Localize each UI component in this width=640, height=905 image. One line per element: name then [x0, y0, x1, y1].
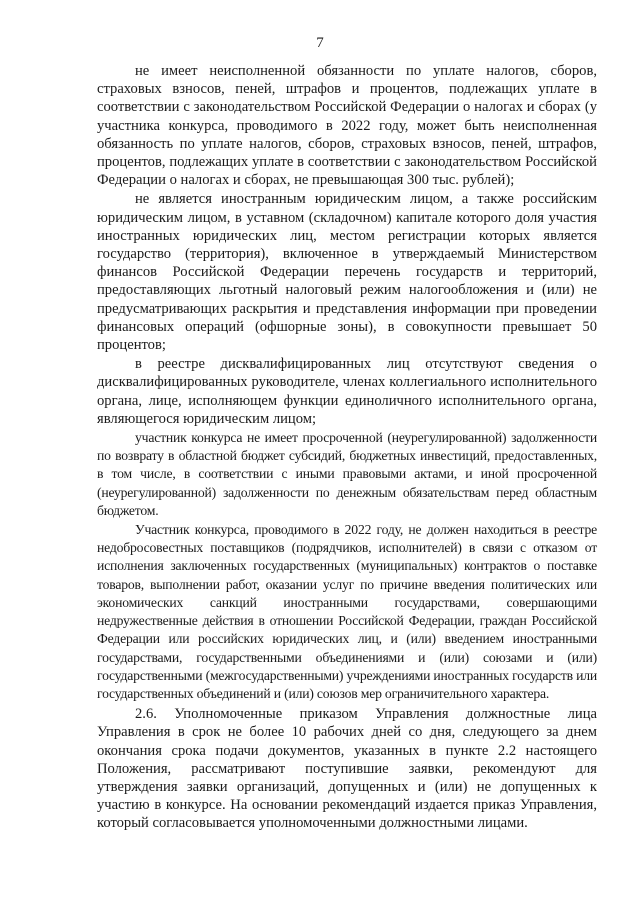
paragraph-foreign-entity: не является иностранным юридическим лицом, а также российским юридическим лицом, в уставном (складочном) капитале которого доля участия иностранных юридических лиц, местом регистрации которых является государство (территория), включенное в утверждаемый Министерством финансов Российской Федерации перечень государств и территорий, предоставляющих льготный налоговый режим налогообложения и (или) не предусматривающих раскрытия и представления информации при проведении финансовых операций (офшорные зоны), в совокупности превышает 50 процентов;: [97, 191, 597, 354]
page-number: 7: [316, 35, 324, 51]
document-body: [97, 62, 597, 833]
paragraph-2-6-review: 2.6. Уполномоченные приказом Управления должностные лица Управления в срок не более 10 рабочих дней со дня, следующего за днем окончания срока подачи документов, указанных в пункте 2.2 настоящего Положения, рассматривают поступившие заявки, рекомендуют для утверждения заявки организаций, допущенных и (или) не допущенных к участию в конкурсе. На основании рекомендаций издается приказ Управления, который согласовывается уполномоченными должностными лицами.: [97, 706, 597, 832]
paragraph-disqualified-persons: в реестре дисквалифицированных лиц отсутствуют сведения о дисквалифицированных руководителе, членах коллегиального исполнительного органа, лице, исполняющем функции единоличного исполнительного органа, являющегося юридическим лицом;: [97, 356, 597, 427]
paragraph-tax-obligations: не имеет неисполненной обязанности по уплате налогов, сборов, страховых взносов, пеней, штрафов и процентов, подлежащих уплате в соответствии с законодательством Российской Федерации о налогах и сборах (у участника конкурса, проводимого в 2022 году, может быть неисполненная обязанность по уплате налогов, сборов, страховых взносов, пеней, штрафов, процентов, подлежащих уплате в соответствии с законодательством Российской Федерации о налогах и сборах, не превышающая 300 тыс. рублей);: [97, 63, 597, 189]
paragraph-budget-debt: участник конкурса не имеет просроченной (неурегулированной) задолженности по возврату в областной бюджет субсидий, бюджетных инвестиций, предоставленных, в том числе, в соответствии с иными правовыми актами, и иной просроченной (неурегулированной) задолженности по денежным обязательствам перед областным бюджетом.: [97, 430, 597, 518]
paragraph-unreliable-suppliers: Участник конкурса, проводимого в 2022 году, не должен находиться в реестре недобросовестных поставщиков (подрядчиков, исполнителей) в связи с отказом от исполнения заключенных государственных (муниципальных) контрактов о поставке товаров, выполнении работ, оказании услуг по причине введения политических или экономических санкций иностранными государствами, совершающими недружественные действия в отношении Российской Федерации, граждан Российской Федерации или российских юридических лиц, и (или) введением иностранными государствами, государственными объединениями и (или) союзами и (или) государственными (межгосударственными) учреждениями иностранных государств или государственных объединений и (или) союзов мер ограничительного характера.: [97, 522, 597, 701]
